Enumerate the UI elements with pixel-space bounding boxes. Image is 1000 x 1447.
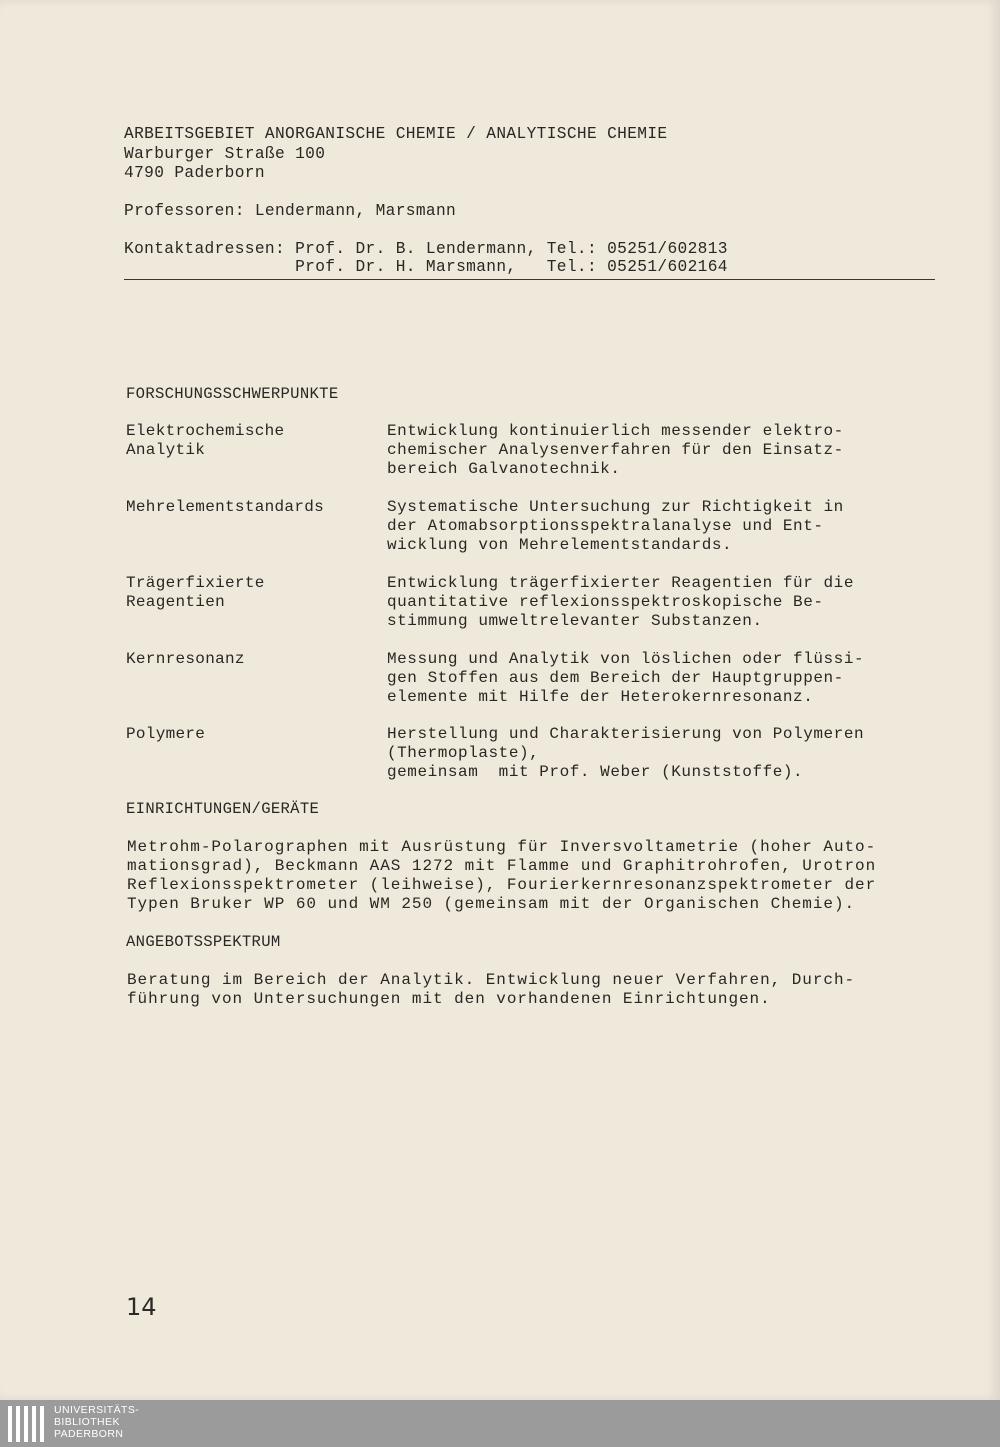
research-item-label: Polymere	[126, 725, 206, 743]
research-item-label: Mehrelementstandards	[126, 498, 325, 516]
contact-line-2: Prof. Dr. H. Marsmann, Tel.: 05251/602164	[124, 258, 728, 276]
header-divider	[124, 279, 935, 280]
research-item-description: Entwicklung kontinuierlich messender elektro- chemischer Analysenverfahren für den Einsatz- bereich Galvanotechnik.	[387, 422, 844, 478]
offers-paragraph: Beratung im Bereich der Analytik. Entwicklung neuer Verfahren, Durch- führung von Untersuchungen mit den vorhandenen Einrichtungen.	[127, 971, 856, 1008]
street-address: Warburger Straße 100	[124, 145, 326, 163]
library-logo-text: UNIVERSITÄTS- BIBLIOTHEK PADERBORN	[54, 1404, 140, 1440]
research-item-label: Elektrochemische Analytik	[126, 422, 285, 459]
city-address: 4790 Paderborn	[124, 164, 265, 182]
research-heading: FORSCHUNGSSCHWERPUNKTE	[126, 385, 339, 403]
department-title: ARBEITSGEBIET ANORGANISCHE CHEMIE / ANALYTISCHE CHEMIE	[124, 125, 668, 143]
library-logo-icon	[8, 1406, 44, 1442]
research-item-label: Trägerfixierte Reagentien	[126, 574, 265, 611]
research-item-description: Herstellung und Charakterisierung von Polymeren (Thermoplaste), gemeinsam mit Prof. Weber (Kunststoffe).	[387, 725, 865, 781]
page-number: 14	[126, 1293, 157, 1321]
research-item-label: Kernresonanz	[126, 650, 245, 668]
research-item-description: Entwicklung trägerfixierter Reagentien für die quantitative reflexionsspektroskopische Be- stimmung umweltrelevanter Substanzen.	[387, 574, 854, 630]
contact-line-1: Kontaktadressen: Prof. Dr. B. Lendermann, Tel.: 05251/602813	[124, 240, 728, 258]
equipment-paragraph: Metrohm-Polarographen mit Ausrüstung für Inversvoltametrie (hoher Auto- mationsgrad), Beckmann AAS 1272 mit Flamme und Graphitrohrofen, Urotron Reflexionsspektrometer (leihweise), Fourierkernresonanzspektrometer der Typen Bruker WP 60 und WM 250 (gemeinsam mit der Organischen Chemie).	[127, 838, 877, 913]
research-item-description: Systematische Untersuchung zur Richtigkeit in der Atomabsorptionsspektralanalyse und Ent- wicklung von Mehrelementstandards.	[387, 498, 844, 554]
equipment-heading: EINRICHTUNGEN/GERÄTE	[126, 800, 320, 818]
offers-heading: ANGEBOTSSPEKTRUM	[126, 933, 281, 951]
professors-line: Professoren: Lendermann, Marsmann	[124, 202, 457, 220]
library-footer-bar	[0, 1400, 1000, 1447]
research-item-description: Messung und Analytik von löslichen oder flüssi- gen Stoffen aus dem Bereich der Hauptgruppen- elemente mit Hilfe der Heterokernresonanz.	[387, 650, 865, 706]
